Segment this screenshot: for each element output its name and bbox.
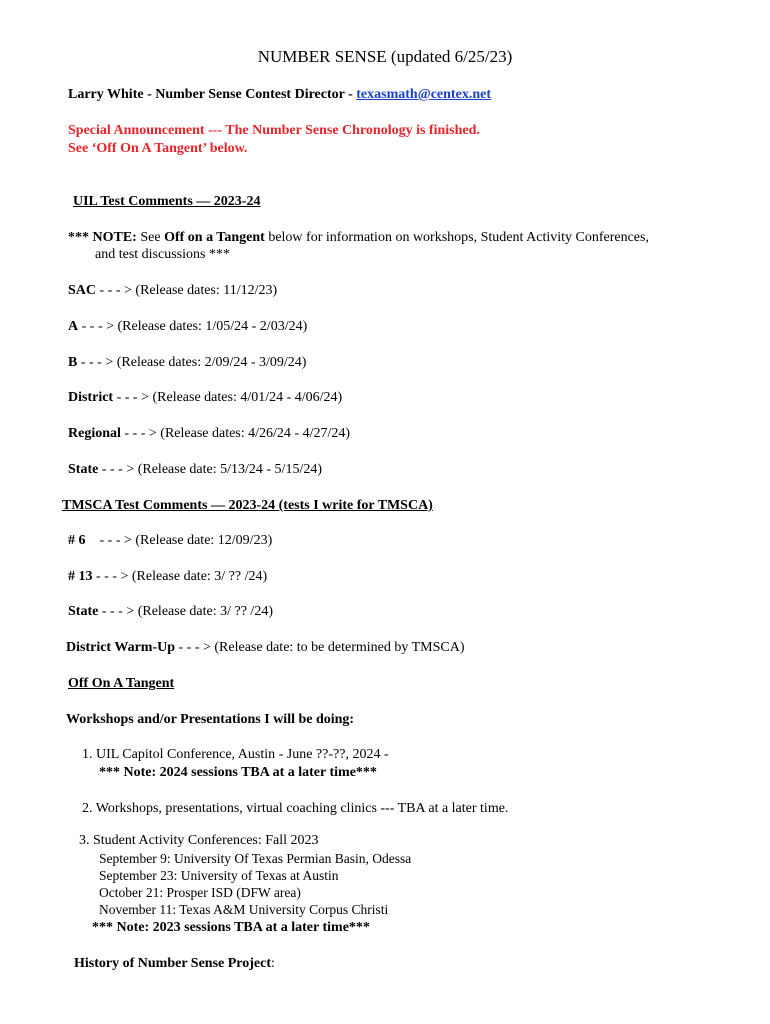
- item-arrow: - - - >: [81, 319, 115, 334]
- uil-item-district: [68, 390, 342, 406]
- note-rest: below for information on workshops, Student Activity Conferences,: [268, 230, 649, 245]
- item-arrow: - - - >: [80, 355, 114, 370]
- history-line: [74, 956, 275, 972]
- announcement-line-2: See ‘Off On A Tangent’ below.: [68, 141, 248, 156]
- item-arrow: - - - >: [101, 462, 135, 477]
- sac-date: October 21: Prosper ISD (DFW area): [99, 885, 301, 900]
- workshop-item-1-note: *** Note: 2024 sessions TBA at a later time***: [99, 765, 377, 780]
- tangent-heading: Off On A Tangent: [68, 676, 175, 691]
- email-link[interactable]: texasmath@centex.net: [356, 87, 491, 102]
- item-arrow: - - - >: [178, 640, 211, 655]
- item-name: # 6: [68, 533, 86, 548]
- director-text: Larry White - Number Sense Contest Director -: [68, 87, 353, 102]
- note-see: See: [140, 230, 161, 245]
- workshop-item-3-note: *** Note: 2023 sessions TBA at a later time***: [92, 920, 370, 935]
- item-release: (Release dates: 4/26/24 - 4/27/24): [160, 426, 351, 441]
- item-arrow: - - - >: [99, 533, 132, 548]
- item-name: District: [68, 390, 114, 405]
- workshop-item-2: 2. Workshops, presentations, virtual coaching clinics --- TBA at a later time.: [82, 801, 509, 816]
- history-label: History of Number Sense Project: [74, 956, 271, 971]
- workshop-item-1: 1. UIL Capitol Conference, Austin - June ??-??, 2024 -: [82, 747, 389, 762]
- sac-date: November 11: Texas A&M University Corpus Christi: [99, 902, 389, 917]
- director-line: [68, 87, 491, 103]
- tmsca-item-district-warmup: [66, 640, 465, 656]
- item-release: (Release date: 3/ ?? /24): [137, 604, 273, 619]
- note-prefix: *** NOTE:: [68, 230, 137, 245]
- item-name: District Warm-Up: [66, 640, 175, 655]
- uil-item-sac: [68, 283, 277, 299]
- item-release: (Release date: 3/ ?? /24): [131, 569, 268, 584]
- uil-note: [68, 230, 649, 246]
- item-name: State: [68, 604, 99, 619]
- item-release: (Release date: 12/09/23): [135, 533, 273, 548]
- item-name: A: [68, 319, 79, 334]
- item-release: (Release dates: 4/01/24 - 4/06/24): [152, 390, 343, 405]
- uil-item-regional: [68, 426, 350, 442]
- tmsca-item-13: [68, 569, 267, 585]
- item-arrow: - - - >: [116, 390, 149, 405]
- history-colon: :: [271, 956, 275, 971]
- uil-item-b: [68, 355, 306, 371]
- item-name: # 13: [68, 569, 93, 584]
- item-name: SAC: [68, 283, 97, 298]
- tmsca-item-state: [68, 604, 273, 620]
- item-release: (Release dates: 2/09/24 - 3/09/24): [116, 355, 307, 370]
- tmsca-heading: TMSCA Test Comments — 2023-24 (tests I write for TMSCA): [62, 498, 433, 513]
- item-release: (Release dates: 11/12/23): [135, 283, 278, 298]
- uil-item-a: [68, 319, 307, 335]
- uil-heading: UIL Test Comments — 2023-24: [73, 194, 261, 209]
- tmsca-item-6: [68, 533, 272, 549]
- item-release: (Release date: 5/13/24 - 5/15/24): [137, 462, 323, 477]
- note-tangent: Off on a Tangent: [164, 230, 265, 245]
- uil-item-state: [68, 462, 322, 478]
- sac-date: September 23: University of Texas at Austin: [99, 868, 339, 883]
- item-arrow: - - - >: [101, 604, 135, 619]
- workshop-item-3: 3. Student Activity Conferences: Fall 2023: [79, 833, 319, 848]
- item-name: Regional: [68, 426, 121, 441]
- item-arrow: - - - >: [124, 426, 157, 441]
- uil-note-line-2: and test discussions ***: [95, 247, 230, 262]
- item-name: State: [68, 462, 99, 477]
- item-release: (Release dates: 1/05/24 - 2/03/24): [117, 319, 308, 334]
- announcement-line-1: Special Announcement --- The Number Sense Chronology is finished.: [68, 123, 480, 138]
- page-title: NUMBER SENSE (updated 6/25/23): [257, 47, 513, 66]
- workshops-heading: Workshops and/or Presentations I will be doing:: [66, 712, 355, 727]
- item-arrow: - - - >: [99, 283, 132, 298]
- item-name: B: [68, 355, 78, 370]
- sac-date: September 9: University Of Texas Permian Basin, Odessa: [99, 851, 412, 866]
- item-release: (Release date: to be determined by TMSCA): [214, 640, 465, 655]
- item-arrow: - - - >: [96, 569, 129, 584]
